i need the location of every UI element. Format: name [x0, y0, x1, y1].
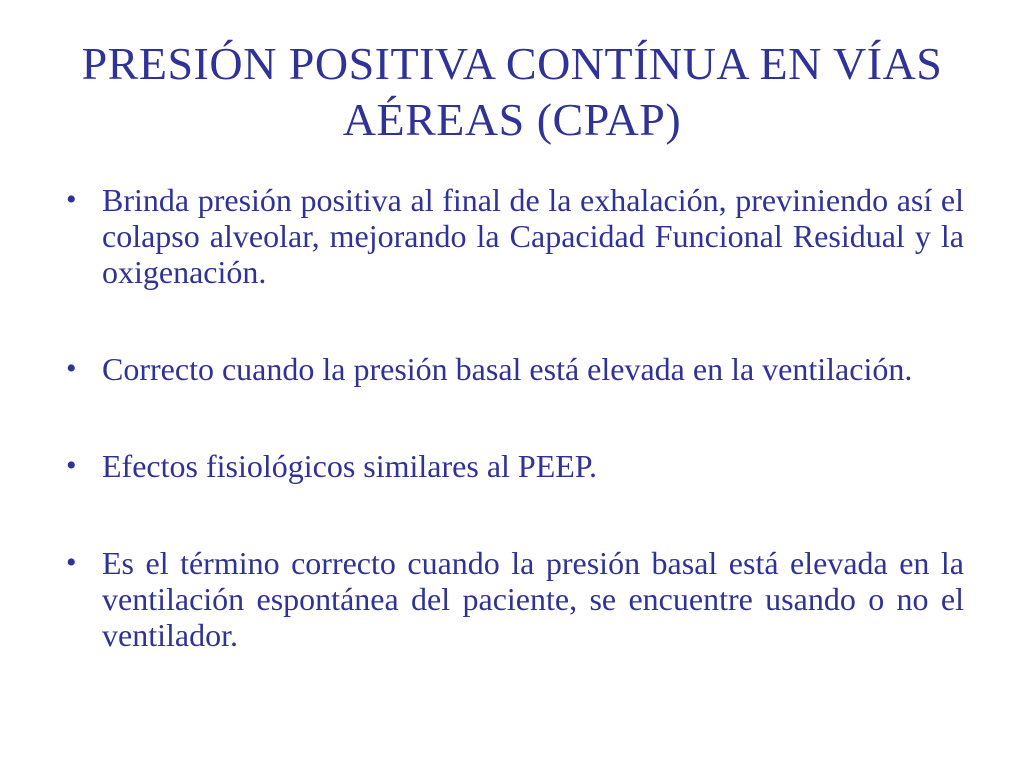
bullet-item: [66, 448, 964, 484]
slide-title: PRESIÓN POSITIVA CONTÍNUA EN VÍAS AÉREAS (CPAP): [81, 38, 943, 145]
bullet-text: Brinda presión positiva al final de la exhalación, previniendo así el colapso alveolar, mejorando la Capacidad Funcional Residual y la oxigenación.: [102, 182, 964, 290]
bullet-text: Efectos fisiológicos similares al PEEP.: [102, 448, 598, 484]
bullet-text: Es el término correcto cuando la presión basal está elevada en la ventilación espontánea del paciente, se encuentre usando o no el ventilador.: [102, 545, 964, 653]
bullet-list: [66, 182, 964, 653]
bullet-item: [66, 182, 964, 290]
bullet-text: Correcto cuando la presión basal está elevada en la ventilación.: [102, 351, 913, 387]
bullet-icon: •: [66, 352, 77, 385]
bullet-item: [66, 545, 964, 653]
bullet-icon: •: [66, 183, 77, 216]
bullet-icon: •: [66, 546, 77, 579]
bullet-item: [66, 351, 964, 387]
bullet-icon: •: [66, 449, 77, 482]
